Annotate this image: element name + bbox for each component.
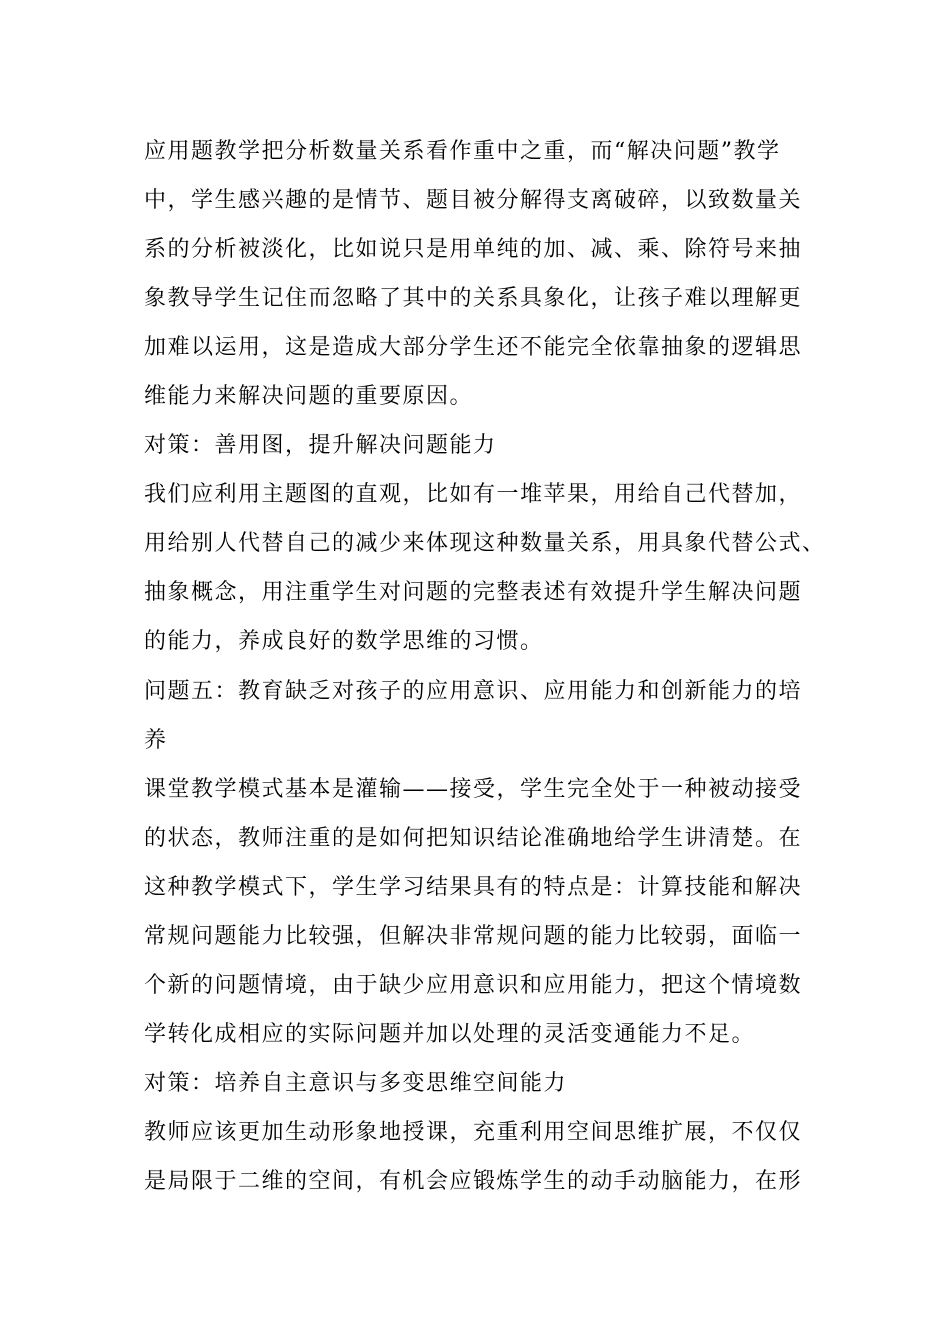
section-heading: 养 [144,727,168,753]
text-line: 是局限于二维的空间，有机会应锻炼学生的动手动脑能力，在形 [144,1168,803,1194]
text-line: 我们应利用主题图的直观，比如有一堆苹果，用给自己代替加， [144,482,803,508]
text-line: 个新的问题情境，由于缺少应用意识和应用能力，把这个情境数 [144,972,803,998]
text-line: 常规问题能力比较强，但解决非常规问题的能力比较弱，面临一 [144,923,803,949]
text-line: 象教导学生记住而忽略了其中的关系具象化，让孩子难以理解更 [144,286,803,312]
text-line: 用给别人代替自己的减少来体现这种数量关系，用具象代替公式、 [144,531,826,557]
section-heading: 对策：培养自主意识与多变思维空间能力 [144,1070,568,1096]
text-line: 的状态，教师注重的是如何把知识结论准确地给学生讲清楚。在 [144,825,803,851]
text-line: 系的分析被淡化，比如说只是用单纯的加、减、乘、除符号来抽 [144,237,803,263]
text-line: 应用题教学把分析数量关系看作重中之重，而“解决问题”教学 [144,139,781,164]
text-line: 加难以运用，这是造成大部分学生还不能完全依靠抽象的逻辑思 [144,335,803,361]
text-line: 的能力，养成良好的数学思维的习惯。 [144,629,544,655]
text-line: 抽象概念，用注重学生对问题的完整表述有效提升学生解决问题 [144,580,803,606]
text-line: 教师应该更加生动形象地授课，充重利用空间思维扩展，不仅仅 [144,1119,803,1145]
text-line: 学转化成相应的实际问题并加以处理的灵活变通能力不足。 [144,1021,756,1047]
text-line: 课堂教学模式基本是灌输——接受，学生完全处于一种被动接受 [144,776,803,802]
text-line: 维能力来解决问题的重要原因。 [144,384,474,410]
text-line: 这种教学模式下，学生学习结果具有的特点是：计算技能和解决 [144,874,803,900]
text-line: 中，学生感兴趣的是情节、题目被分解得支离破碎，以致数量关 [144,188,803,214]
body-text [144,131,826,1210]
section-heading: 问题五：教育缺乏对孩子的应用意识、应用能力和创新能力的培 [144,678,803,704]
section-heading: 对策：善用图，提升解决问题能力 [144,433,497,459]
